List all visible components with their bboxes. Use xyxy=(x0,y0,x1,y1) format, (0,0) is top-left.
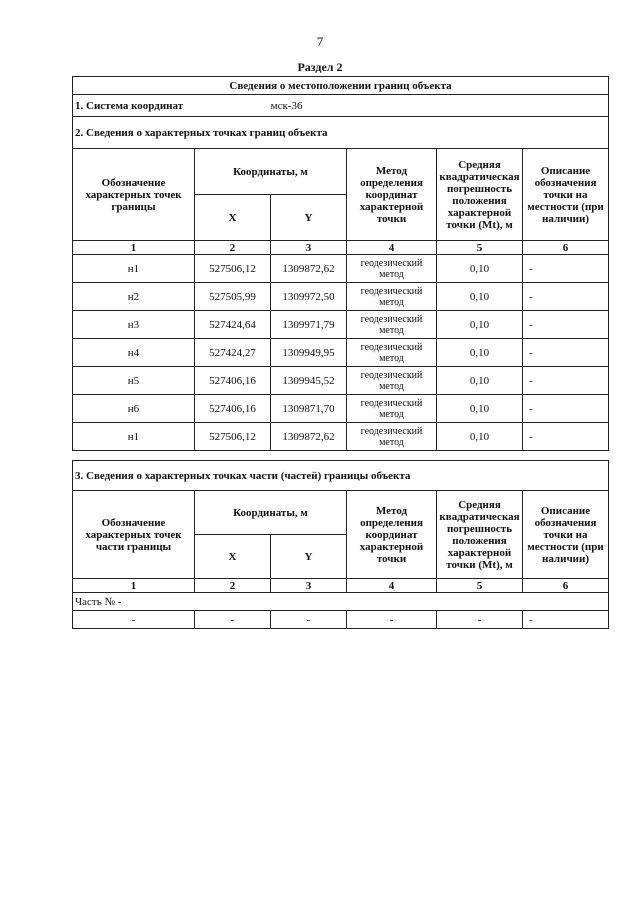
table-row xyxy=(73,255,609,283)
col-number: 4 xyxy=(347,579,437,593)
table-row xyxy=(73,423,609,451)
point-name: н5 xyxy=(73,367,195,395)
col-number: 5 xyxy=(437,579,523,593)
main-title: Сведения о местоположении границ объекта xyxy=(73,77,609,95)
boundary-points-table xyxy=(72,76,609,451)
part-cell: - xyxy=(437,611,523,629)
table-row xyxy=(73,283,609,311)
point-x: 527424,64 xyxy=(195,311,271,339)
col-number: 1 xyxy=(73,241,195,255)
col-number: 2 xyxy=(195,579,271,593)
point-name: н4 xyxy=(73,339,195,367)
part-cell: - xyxy=(347,611,437,629)
col-number: 5 xyxy=(437,241,523,255)
col-number: 6 xyxy=(523,579,609,593)
point-x: 527506,12 xyxy=(195,423,271,451)
part-cell: - xyxy=(73,611,195,629)
page-number: 7 xyxy=(316,34,324,49)
part-header-coordinates: Координаты, м xyxy=(195,491,347,535)
part-section-title: 3. Сведения о характерных точках части (частей) границы объекта xyxy=(73,461,609,491)
point-name: н1 xyxy=(73,255,195,283)
table-row xyxy=(73,367,609,395)
header-coordinates: Координаты, м xyxy=(195,149,347,195)
point-mt: 0,10 xyxy=(437,255,523,283)
part-points-table xyxy=(72,460,609,629)
point-method: геодезический метод xyxy=(347,423,437,451)
table-row xyxy=(73,611,609,629)
header-method: Метод определения координат характерной точки xyxy=(347,149,437,241)
part-label: Часть № - xyxy=(73,593,609,611)
point-mt: 0,10 xyxy=(437,339,523,367)
point-x: 527424,27 xyxy=(195,339,271,367)
col-number: 3 xyxy=(271,579,347,593)
point-y: 1309971,79 xyxy=(271,311,347,339)
part-header-y: Y xyxy=(271,535,347,579)
header-x: X xyxy=(195,195,271,241)
point-method: геодезический метод xyxy=(347,395,437,423)
point-name: н2 xyxy=(73,283,195,311)
point-y: 1309949,95 xyxy=(271,339,347,367)
col-number: 1 xyxy=(73,579,195,593)
part-cell: - xyxy=(271,611,347,629)
point-method: геодезический метод xyxy=(347,283,437,311)
coord-system-value: мск-36 xyxy=(270,99,303,112)
table-row xyxy=(73,339,609,367)
header-precision: Средняя квадратическая погрешность положения характерной точки (Mt), м xyxy=(437,149,523,241)
point-y: 1309945,52 xyxy=(271,367,347,395)
part-header-numbers-row xyxy=(73,579,609,593)
part-header-designation: Обозначение характерных точек части границы xyxy=(73,491,195,579)
point-name: н6 xyxy=(73,395,195,423)
header-y: Y xyxy=(271,195,347,241)
point-mt: 0,10 xyxy=(437,311,523,339)
point-desc: - xyxy=(523,339,609,367)
point-mt: 0,10 xyxy=(437,395,523,423)
point-y: 1309972,50 xyxy=(271,283,347,311)
table-row xyxy=(73,311,609,339)
point-mt: 0,10 xyxy=(437,423,523,451)
point-x: 527406,16 xyxy=(195,367,271,395)
col-number: 4 xyxy=(347,241,437,255)
part-cell: - xyxy=(523,611,609,629)
header-designation: Обозначение характерных точек границы xyxy=(73,149,195,241)
part-cell: - xyxy=(195,611,271,629)
coord-system-row xyxy=(73,95,609,117)
point-name: н3 xyxy=(73,311,195,339)
point-desc: - xyxy=(523,283,609,311)
header-description: Описание обозначения точки на местности (при наличии) xyxy=(523,149,609,241)
point-method: геодезический метод xyxy=(347,255,437,283)
point-desc: - xyxy=(523,255,609,283)
col-number: 3 xyxy=(271,241,347,255)
point-mt: 0,10 xyxy=(437,367,523,395)
part-header-x: X xyxy=(195,535,271,579)
point-mt: 0,10 xyxy=(437,283,523,311)
part-header-description: Описание обозначения точки на местности (при наличии) xyxy=(523,491,609,579)
header-numbers-row xyxy=(73,241,609,255)
point-desc: - xyxy=(523,311,609,339)
point-method: геодезический метод xyxy=(347,311,437,339)
point-y: 1309872,62 xyxy=(271,255,347,283)
point-desc: - xyxy=(523,367,609,395)
point-x: 527406,16 xyxy=(195,395,271,423)
coord-system-label: 1. Система координат xyxy=(75,99,184,112)
part-header-precision: Средняя квадратическая погрешность положения характерной точки (Mt), м xyxy=(437,491,523,579)
part-header-method: Метод определения координат характерной точки xyxy=(347,491,437,579)
point-method: геодезический метод xyxy=(347,367,437,395)
point-y: 1309872,62 xyxy=(271,423,347,451)
table-row xyxy=(73,395,609,423)
point-x: 527505,99 xyxy=(195,283,271,311)
point-desc: - xyxy=(523,423,609,451)
point-name: н1 xyxy=(73,423,195,451)
col-number: 6 xyxy=(523,241,609,255)
points-section-title: 2. Сведения о характерных точках границ объекта xyxy=(73,117,609,149)
point-desc: - xyxy=(523,395,609,423)
point-x: 527506,12 xyxy=(195,255,271,283)
point-y: 1309871,70 xyxy=(271,395,347,423)
col-number: 2 xyxy=(195,241,271,255)
section-title: Раздел 2 xyxy=(297,60,343,74)
point-method: геодезический метод xyxy=(347,339,437,367)
